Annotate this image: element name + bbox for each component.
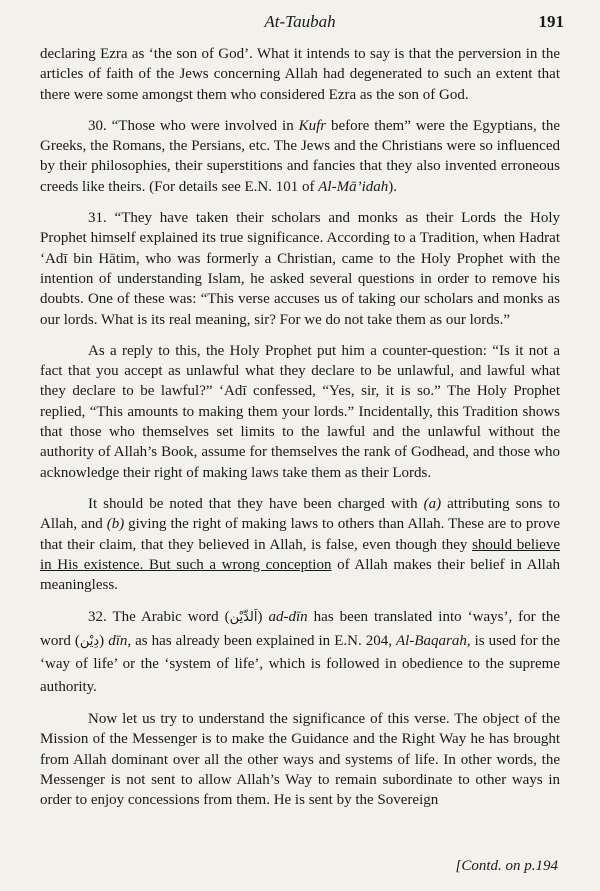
italic-marker: (a) bbox=[423, 495, 442, 512]
paragraph-intro: declaring Ezra as ‘the son of God’. What it intends to say is that the perversion in the articles of faith of the Jews concerning Allah had degenerated to such an extent that there were some amongst them who considered Ezra as the son of God. bbox=[40, 46, 560, 103]
paragraph-final: Now let us try to understand the significance of this verse. The object of the Mission of the Messenger is to make the Guidance and the Right Way he has brought from Allah dominant over all the other ways and systems of life. In other words, the Messenger is not sent to allow Allah’s Way to remain subordinate to other ways in order to enjoy concessions from them. He is sent by the Sovereign bbox=[40, 711, 560, 809]
page-number: 191 bbox=[538, 12, 564, 31]
arabic-word: اَلدِّيْن bbox=[229, 610, 258, 626]
italic-term: dīn bbox=[108, 632, 128, 649]
text: , as has already been explained in E.N. 204, bbox=[127, 632, 397, 649]
text: giving the right of making laws to others than Allah. These are to prove that their claim, that they believed in Allah, is false, even though they bbox=[40, 516, 561, 553]
pen-marked-text: should believe in His existence. But such a wrong conception bbox=[40, 536, 560, 573]
text: ). bbox=[388, 178, 397, 195]
text: has been translated into ‘ways’, for the word ( bbox=[40, 609, 560, 649]
italic-term: ad-dīn bbox=[268, 609, 308, 626]
paragraph-note-30 bbox=[40, 116, 560, 197]
text: attributing sons to Allah, and bbox=[40, 495, 560, 533]
text: before them” were the Egyptians, the Greeks, the Romans, the Persians, etc. The Jews and the Christians were so influenced by their philosophies, their superstitions and fancies that they also invented erroneous creeds like theirs. (For details see E.N. 101 of bbox=[40, 117, 560, 195]
text: 32. The Arabic word ( bbox=[88, 609, 230, 626]
continued-note: [Contd. on p.194 bbox=[455, 858, 558, 874]
running-title: At-Taubah bbox=[264, 12, 336, 31]
page-header bbox=[0, 12, 600, 38]
text: ) bbox=[99, 632, 109, 649]
paragraph-note-31: 31. “They have taken their scholars and monks as their Lords the Holy Prophet himself explained its true significance. According to a Tradition, when Hadrat ‘Adī bin Hātim, who was formerly a Christian, came to the Holy Prophet with the intention of understanding Islam, he asked several questions in order to remove his doubts. One of these was: “This verse accuses us of taking our scholars and monks as our lords. What is its real meaning, sir? For we do not take them as our lords.” bbox=[40, 210, 560, 328]
text: of Allah makes their belief in Allah meaningless. bbox=[40, 556, 560, 594]
page-body bbox=[40, 44, 560, 822]
text: , is used for the ‘way of life’ or the ‘system of life’, which is followed in obedience to the supreme authority. bbox=[40, 632, 561, 695]
text: ) bbox=[257, 609, 269, 626]
italic-term: Al-Mā’idah bbox=[318, 178, 389, 195]
arabic-word: دِيْن bbox=[79, 633, 100, 649]
paragraph-note-32 bbox=[40, 606, 560, 698]
italic-term: Kufr bbox=[298, 117, 327, 134]
paragraph-reply: As a reply to this, the Holy Prophet put him a counter-question: “Is it not a fact that you accept as unlawful what they declare to be unlawful, and lawful what they declare to be lawful?” ‘Adī confessed, “Yes, sir, it is so.” The Holy Prophet replied, “This amounts to making them your lords.” Incidentally, this Tradition shows that those who themselves set limits to the lawful and the unlawful without the authority of Allah’s Book, assume for themselves the rank of Godhead, and those who acknowledge their right of making laws take them as their Lords. bbox=[40, 342, 560, 481]
text: It should be noted that they have been charged with bbox=[88, 495, 424, 512]
italic-term: Al-Baqarah bbox=[396, 632, 467, 649]
paragraph-charges bbox=[40, 494, 560, 595]
text: 30. “Those who were involved in bbox=[88, 117, 299, 134]
italic-marker: (b) bbox=[106, 516, 125, 533]
